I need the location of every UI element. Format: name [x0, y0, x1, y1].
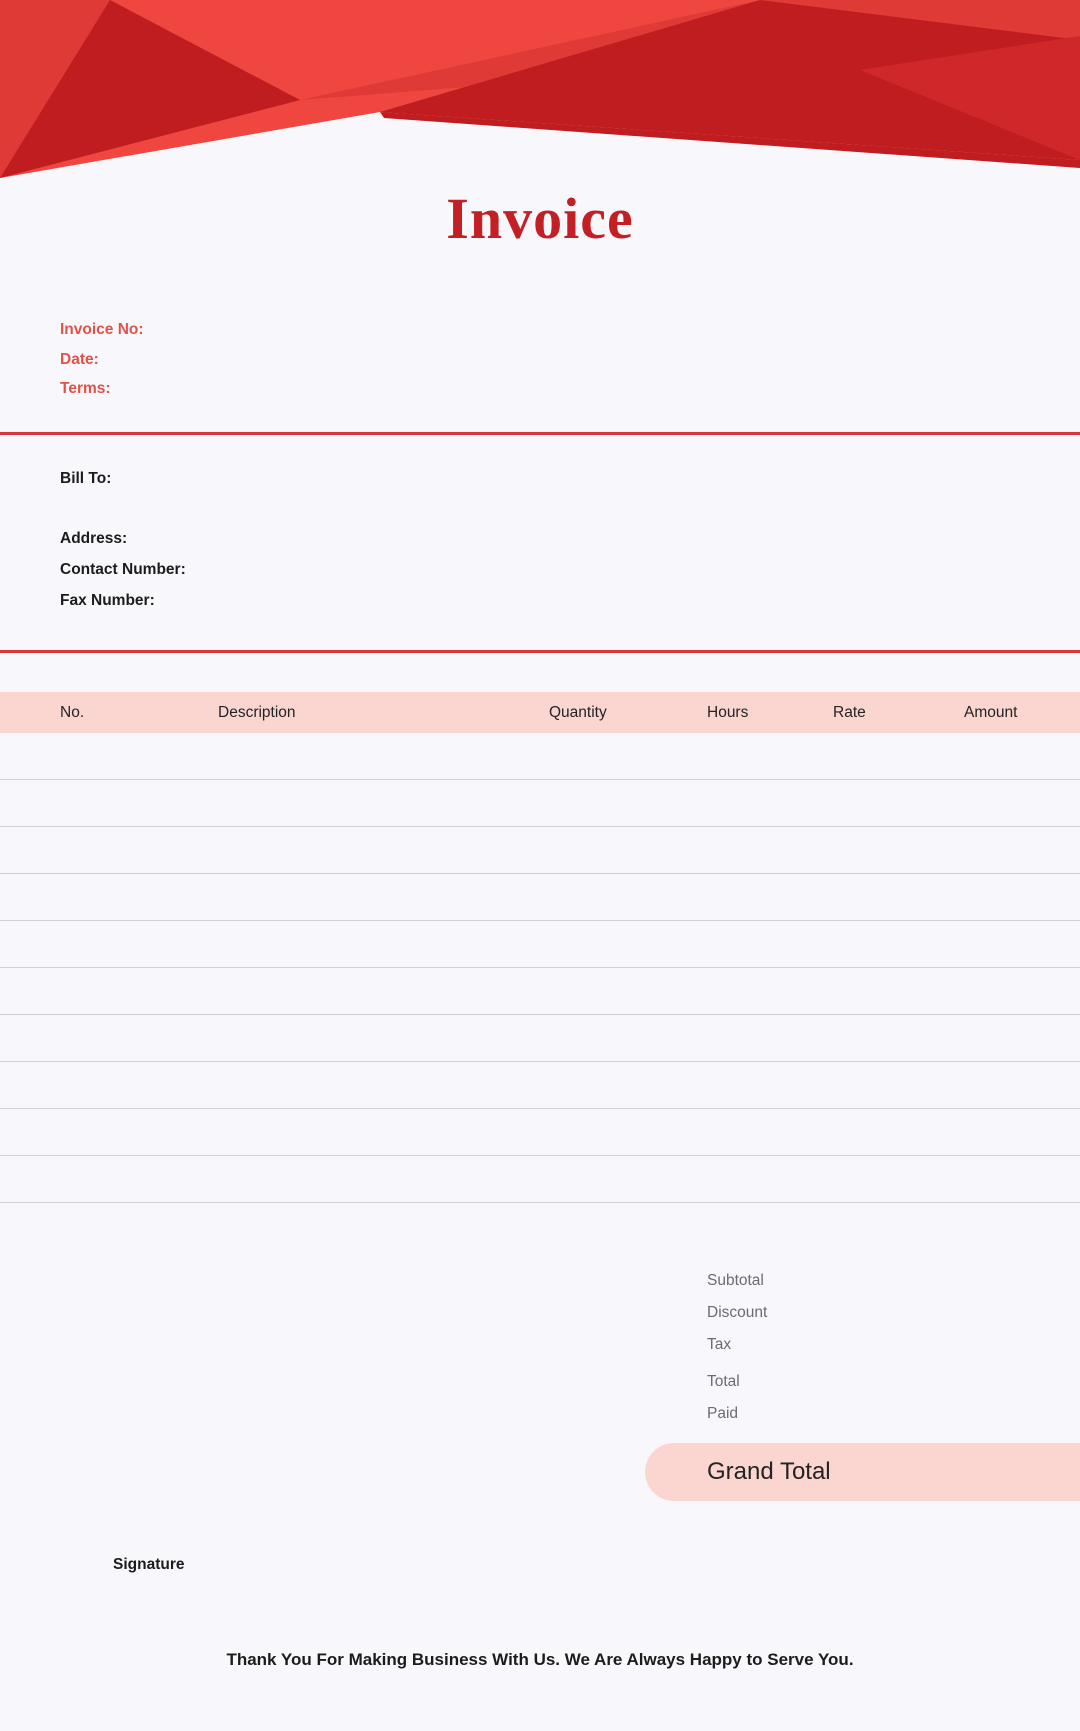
discount-label: Discount	[707, 1304, 768, 1321]
table-row[interactable]	[0, 1109, 1080, 1156]
table-row[interactable]	[0, 1062, 1080, 1109]
contact-number-label: Contact Number:	[60, 561, 186, 578]
table-row[interactable]	[0, 921, 1080, 968]
signature-label: Signature	[113, 1556, 185, 1573]
terms-label: Terms:	[60, 380, 111, 397]
total-label: Total	[707, 1373, 740, 1390]
subtotal-label: Subtotal	[707, 1272, 764, 1289]
table-row[interactable]	[0, 1156, 1080, 1203]
tax-label: Tax	[707, 1336, 732, 1353]
page-title: Invoice	[446, 186, 634, 251]
date-label: Date:	[60, 350, 99, 368]
column-header-no: No.	[60, 704, 85, 721]
divider-top	[0, 432, 1080, 435]
column-header-amount: Amount	[964, 704, 1018, 721]
table-row[interactable]	[0, 780, 1080, 827]
footer-message: Thank You For Making Business With Us. We Are Always Happy to Serve You.	[226, 1650, 854, 1669]
header-decoration	[0, 0, 1080, 190]
items-table	[0, 692, 1080, 1203]
fax-number-label: Fax Number:	[60, 592, 155, 609]
column-header-rate: Rate	[833, 704, 866, 721]
table-row[interactable]	[0, 733, 1080, 780]
invoice-no-label: Invoice No:	[60, 321, 144, 338]
table-header-row	[0, 692, 1080, 733]
table-row[interactable]	[0, 968, 1080, 1015]
table-row[interactable]	[0, 1015, 1080, 1062]
column-header-description: Description	[218, 704, 296, 721]
invoice-meta	[60, 315, 144, 404]
bill-to-block	[60, 463, 186, 616]
divider-bottom	[0, 650, 1080, 653]
address-label: Address:	[60, 530, 128, 547]
totals-block	[707, 1265, 767, 1430]
grand-total-banner	[645, 1443, 1080, 1501]
bill-to-heading: Bill To:	[60, 470, 112, 487]
paid-label: Paid	[707, 1405, 739, 1422]
column-header-hours: Hours	[707, 704, 749, 721]
table-row[interactable]	[0, 874, 1080, 921]
bill-to-spacer	[60, 494, 186, 523]
grand-total-label: Grand Total	[707, 1458, 831, 1485]
column-header-quantity: Quantity	[549, 704, 607, 721]
table-row[interactable]	[0, 827, 1080, 874]
